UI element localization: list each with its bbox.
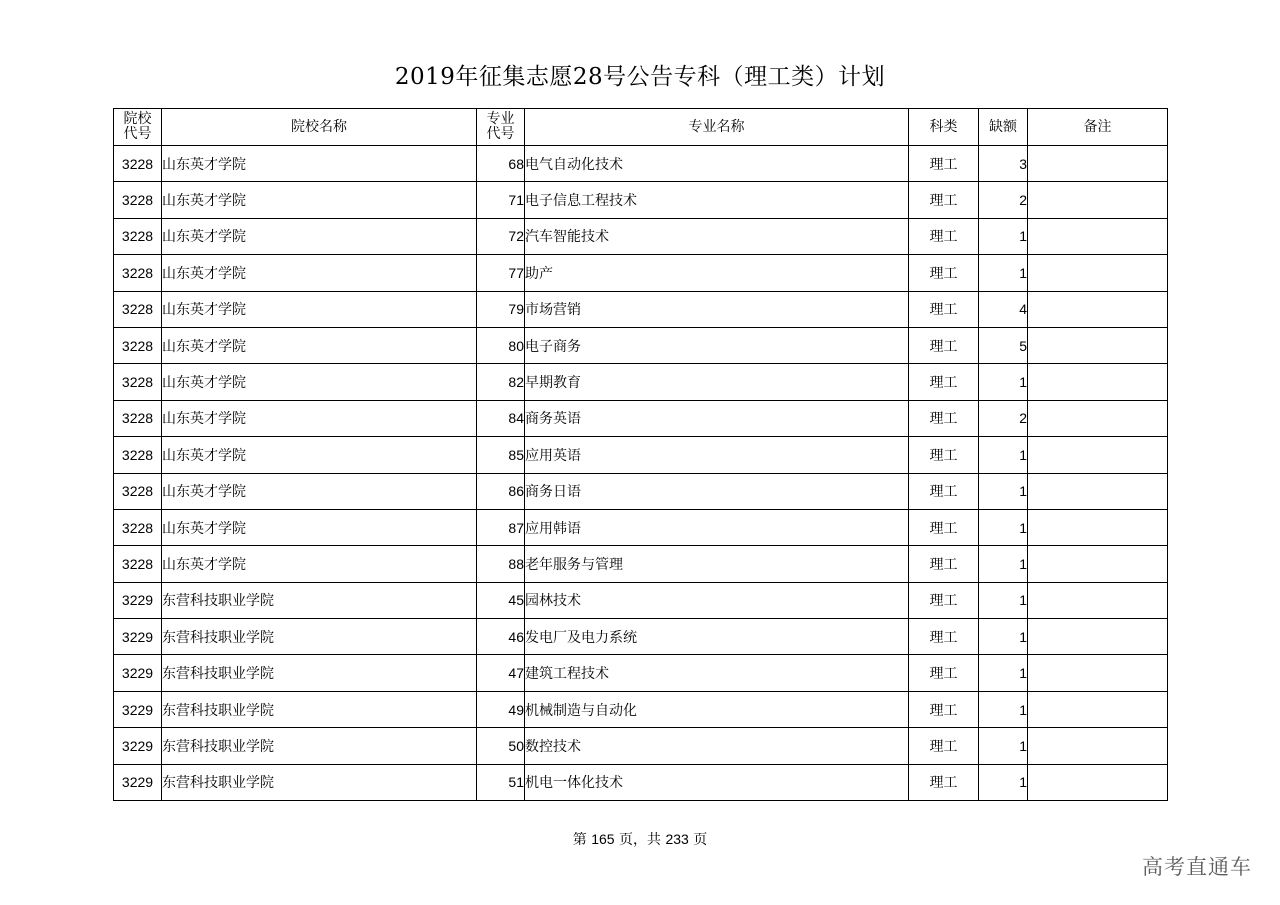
cell-school-code: 3228 [114,218,162,254]
header-vacancy: 缺额 [979,109,1028,146]
cell-vacancy: 3 [979,146,1028,182]
header-category: 科类 [909,109,979,146]
table-row [114,546,1168,582]
cell-major-code: 84 [477,400,525,436]
cell-vacancy: 1 [979,364,1028,400]
cell-school-name: 山东英才学院 [162,400,477,436]
cell-school-name: 山东英才学院 [162,255,477,291]
cell-category: 理工 [909,728,979,764]
cell-school-code: 3229 [114,764,162,800]
cell-vacancy: 1 [979,728,1028,764]
cell-category: 理工 [909,473,979,509]
cell-major-name: 机械制造与自动化 [525,691,909,727]
header-major-code [477,109,525,146]
cell-major-name: 建筑工程技术 [525,655,909,691]
cell-school-name: 山东英才学院 [162,437,477,473]
cell-school-code: 3229 [114,655,162,691]
cell-major-code: 87 [477,509,525,545]
cell-vacancy: 1 [979,473,1028,509]
cell-major-code: 45 [477,582,525,618]
table-row [114,691,1168,727]
cell-vacancy: 1 [979,509,1028,545]
table-row [114,582,1168,618]
cell-vacancy: 1 [979,582,1028,618]
table-row [114,655,1168,691]
cell-major-code: 46 [477,619,525,655]
cell-major-code: 80 [477,327,525,363]
cell-major-name: 市场营销 [525,291,909,327]
cell-vacancy: 1 [979,255,1028,291]
cell-major-name: 商务日语 [525,473,909,509]
cell-major-code: 47 [477,655,525,691]
cell-major-name: 发电厂及电力系统 [525,619,909,655]
cell-school-name: 东营科技职业学院 [162,728,477,764]
cell-school-code: 3229 [114,582,162,618]
cell-school-code: 3228 [114,327,162,363]
cell-remark [1028,437,1168,473]
cell-major-name: 园林技术 [525,582,909,618]
cell-school-name: 山东英才学院 [162,546,477,582]
cell-major-code: 82 [477,364,525,400]
cell-remark [1028,327,1168,363]
cell-remark [1028,728,1168,764]
cell-school-name: 东营科技职业学院 [162,619,477,655]
header-school-code-line2: 代号 [123,126,152,142]
cell-vacancy: 1 [979,546,1028,582]
cell-major-code: 85 [477,437,525,473]
table-row [114,291,1168,327]
cell-school-name: 山东英才学院 [162,182,477,218]
header-major-code-line2: 代号 [486,126,515,142]
cell-remark [1028,582,1168,618]
table-row [114,509,1168,545]
cell-remark [1028,400,1168,436]
header-row [114,109,1168,146]
table-row [114,619,1168,655]
footer-suffix: 页 [693,832,708,848]
cell-category: 理工 [909,255,979,291]
cell-major-name: 汽车智能技术 [525,218,909,254]
table-row [114,218,1168,254]
footer-mid: 页，共 [619,832,661,848]
cell-vacancy: 5 [979,327,1028,363]
cell-category: 理工 [909,546,979,582]
plan-table [113,108,1168,801]
cell-major-name: 助产 [525,255,909,291]
cell-major-name: 电气自动化技术 [525,146,909,182]
cell-vacancy: 4 [979,291,1028,327]
cell-school-name: 山东英才学院 [162,509,477,545]
cell-major-name: 电子信息工程技术 [525,182,909,218]
cell-category: 理工 [909,182,979,218]
header-school-name: 院校名称 [162,109,477,146]
cell-remark [1028,764,1168,800]
cell-school-code: 3228 [114,473,162,509]
cell-major-name: 机电一体化技术 [525,764,909,800]
cell-category: 理工 [909,509,979,545]
cell-school-code: 3228 [114,146,162,182]
cell-remark [1028,291,1168,327]
cell-vacancy: 1 [979,764,1028,800]
page-title: 2019年征集志愿28号公告专科（理工类）计划 [394,64,886,90]
cell-category: 理工 [909,691,979,727]
cell-school-code: 3228 [114,291,162,327]
cell-remark [1028,473,1168,509]
table-row [114,182,1168,218]
cell-remark [1028,182,1168,218]
cell-category: 理工 [909,327,979,363]
cell-vacancy: 1 [979,218,1028,254]
cell-category: 理工 [909,364,979,400]
table-row [114,764,1168,800]
cell-major-code: 51 [477,764,525,800]
cell-school-code: 3228 [114,182,162,218]
cell-school-code: 3228 [114,546,162,582]
cell-school-name: 山东英才学院 [162,146,477,182]
cell-school-name: 山东英才学院 [162,218,477,254]
cell-major-name: 早期教育 [525,364,909,400]
cell-school-name: 东营科技职业学院 [162,655,477,691]
cell-vacancy: 1 [979,655,1028,691]
cell-school-code: 3229 [114,728,162,764]
cell-category: 理工 [909,764,979,800]
cell-major-name: 商务英语 [525,400,909,436]
cell-vacancy: 1 [979,619,1028,655]
page-footer [0,829,1280,849]
table-row [114,327,1168,363]
cell-major-code: 49 [477,691,525,727]
cell-major-name: 电子商务 [525,327,909,363]
cell-major-code: 68 [477,146,525,182]
cell-category: 理工 [909,655,979,691]
cell-major-code: 50 [477,728,525,764]
cell-category: 理工 [909,291,979,327]
cell-remark [1028,546,1168,582]
cell-school-name: 东营科技职业学院 [162,582,477,618]
cell-major-name: 数控技术 [525,728,909,764]
cell-major-code: 86 [477,473,525,509]
cell-category: 理工 [909,218,979,254]
header-major-name: 专业名称 [525,109,909,146]
cell-major-name: 应用韩语 [525,509,909,545]
footer-page-number: 165 [591,831,615,847]
header-remark: 备注 [1028,109,1168,146]
table-row [114,400,1168,436]
cell-category: 理工 [909,146,979,182]
cell-school-code: 3229 [114,691,162,727]
cell-major-code: 88 [477,546,525,582]
cell-remark [1028,146,1168,182]
cell-category: 理工 [909,619,979,655]
cell-school-code: 3228 [114,509,162,545]
table-row [114,146,1168,182]
table-row [114,255,1168,291]
cell-school-name: 山东英才学院 [162,327,477,363]
cell-vacancy: 2 [979,182,1028,218]
cell-school-code: 3228 [114,255,162,291]
cell-school-code: 3228 [114,364,162,400]
header-school-code-line1: 院校 [123,111,152,127]
footer-prefix: 第 [572,832,587,848]
cell-major-name: 老年服务与管理 [525,546,909,582]
cell-vacancy: 1 [979,691,1028,727]
cell-remark [1028,255,1168,291]
cell-school-name: 山东英才学院 [162,291,477,327]
table-row [114,437,1168,473]
cell-remark [1028,218,1168,254]
cell-major-code: 77 [477,255,525,291]
cell-school-name: 东营科技职业学院 [162,691,477,727]
cell-remark [1028,655,1168,691]
cell-remark [1028,691,1168,727]
cell-major-code: 72 [477,218,525,254]
cell-category: 理工 [909,582,979,618]
cell-vacancy: 1 [979,437,1028,473]
cell-major-code: 79 [477,291,525,327]
cell-school-code: 3228 [114,437,162,473]
cell-school-name: 东营科技职业学院 [162,764,477,800]
table-header [114,109,1168,146]
footer-total-pages: 233 [665,831,689,847]
cell-remark [1028,509,1168,545]
cell-major-code: 71 [477,182,525,218]
cell-category: 理工 [909,437,979,473]
table-row [114,364,1168,400]
watermark: 高考直通车 [1142,855,1252,879]
cell-major-name: 应用英语 [525,437,909,473]
table-row [114,728,1168,764]
header-school-code [114,109,162,146]
cell-vacancy: 2 [979,400,1028,436]
cell-school-code: 3229 [114,619,162,655]
cell-category: 理工 [909,400,979,436]
table-body [114,146,1168,801]
header-major-code-line1: 专业 [486,111,515,127]
table-row [114,473,1168,509]
cell-school-name: 山东英才学院 [162,473,477,509]
cell-school-name: 山东英才学院 [162,364,477,400]
cell-remark [1028,364,1168,400]
cell-school-code: 3228 [114,400,162,436]
cell-remark [1028,619,1168,655]
